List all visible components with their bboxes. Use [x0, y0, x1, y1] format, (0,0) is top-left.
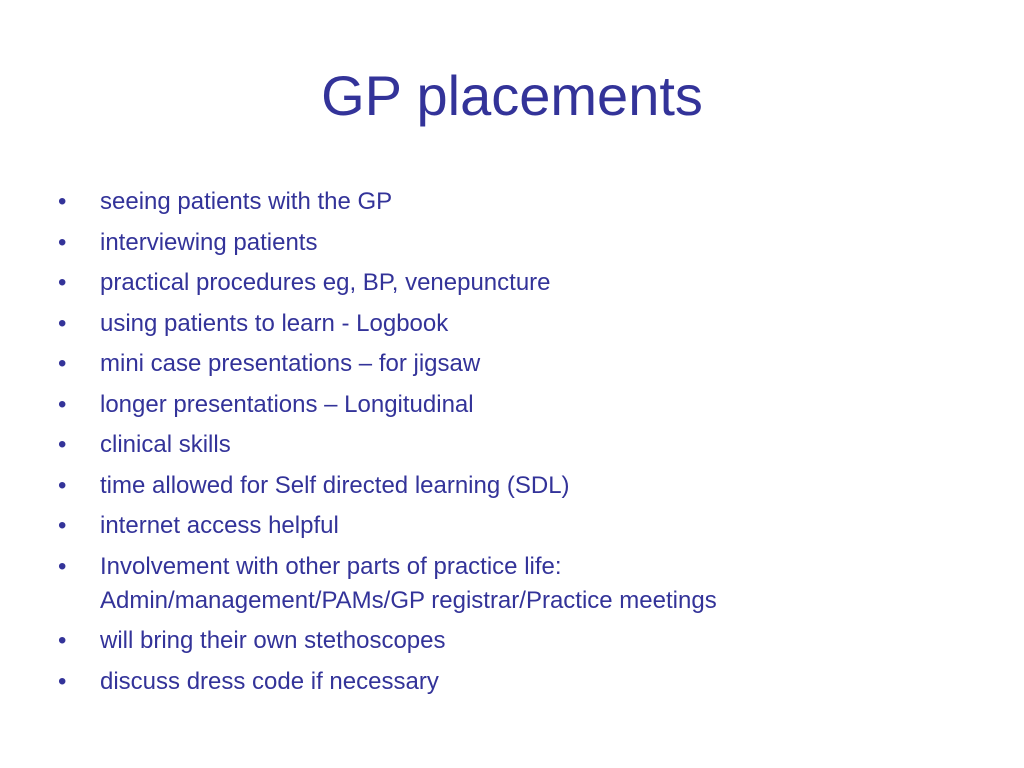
bullet-text: will bring their own stethoscopes [100, 627, 446, 654]
bullet-icon: • [58, 350, 67, 377]
bullet-item [58, 266, 988, 300]
bullet-text: practical procedures eg, BP, venepuncture [100, 269, 551, 296]
bullet-item [58, 665, 988, 699]
bullet-icon: • [58, 552, 67, 580]
bullet-text: interviewing patients [100, 228, 318, 256]
bullet-icon: • [58, 188, 67, 215]
bullet-list [58, 185, 988, 705]
bullet-icon: • [58, 269, 67, 296]
bullet-item [58, 509, 988, 543]
bullet-text-line: Involvement with other parts of practice life: [100, 552, 562, 580]
bullet-text: mini case presentations – for jigsaw [100, 350, 481, 377]
bullet-text: internet access helpful [100, 512, 339, 539]
bullet-icon: • [58, 228, 67, 256]
bullet-icon: • [58, 390, 67, 418]
slide-title: GP placements [321, 64, 703, 127]
bullet-item [58, 428, 988, 462]
bullet-icon: • [58, 471, 67, 499]
bullet-item [58, 469, 988, 503]
bullet-text: clinical skills [100, 431, 231, 458]
bullet-text: seeing patients with the GP [100, 188, 393, 215]
bullet-item [58, 185, 988, 219]
bullet-text-line: Admin/management/PAMs/GP registrar/Practice meetings [100, 586, 717, 614]
bullet-text: discuss dress code if necessary [100, 667, 439, 695]
bullet-item [58, 307, 988, 341]
bullet-item [58, 226, 988, 260]
bullet-text: longer presentations – Longitudinal [100, 390, 474, 418]
bullet-text: using patients to learn - Logbook [100, 309, 449, 337]
bullet-icon: • [58, 431, 67, 458]
bullet-icon: • [58, 309, 67, 337]
bullet-item [58, 388, 988, 422]
bullet-item [58, 347, 988, 381]
bullet-icon: • [58, 512, 67, 539]
bullet-text [100, 550, 988, 618]
bullet-icon: • [58, 667, 67, 695]
bullet-item [58, 550, 988, 618]
bullet-icon: • [58, 627, 67, 654]
bullet-text: time allowed for Self directed learning (SDL) [100, 471, 570, 499]
bullet-item [58, 624, 988, 658]
